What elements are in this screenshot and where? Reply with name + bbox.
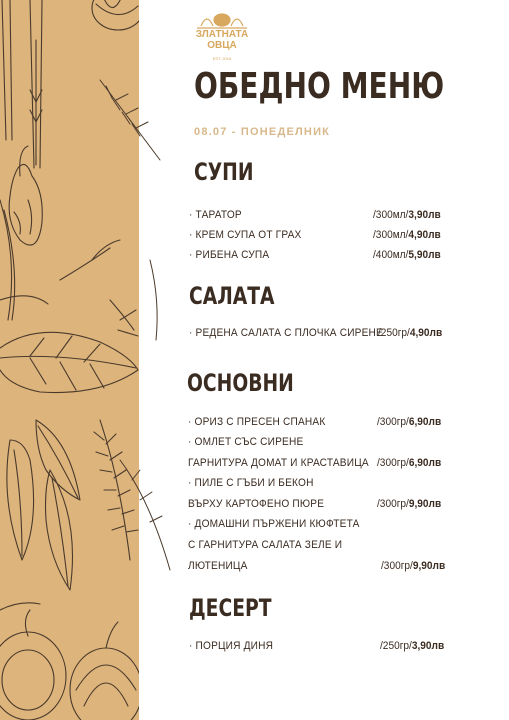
menu-item-price-row [377, 416, 441, 428]
brand-name-line1: ЗЛАТНАТА [195, 29, 249, 40]
menu-item-name: · РЕДЕНА САЛАТА С ПЛОЧКА СИРЕНЕ [189, 327, 383, 339]
herb-sprigs-icon [60, 40, 180, 680]
menu-item-name: · РИБЕНА СУПА [189, 249, 270, 261]
section-title-dessert: ДЕСЕРТ [189, 594, 272, 622]
menu-item-name: · ОРИЗ С ПРЕСЕН СПАНАК [188, 416, 326, 428]
menu-item-portion: /250гр/ [378, 327, 410, 339]
menu-item-portion: /300гр/ [381, 560, 413, 572]
section-title-soups: СУПИ [194, 158, 254, 186]
menu-item-portion: /250гр/ [380, 640, 412, 652]
menu-item-name: · КРЕМ СУПА ОТ ГРАХ [189, 229, 302, 241]
menu-item-price: 3,90лв [411, 640, 445, 652]
menu-item-portion: /300гр/ [377, 416, 409, 428]
menu-item-portion: /300мл/ [373, 229, 409, 241]
section-title-mains: ОСНОВНИ [187, 369, 294, 397]
menu-item-name: · ПОРЦИЯ ДИНЯ [189, 640, 274, 652]
menu-item-name: · ТАРАТОР [189, 209, 242, 221]
sheep-logo-icon [193, 8, 251, 30]
menu-item-portion: /300мл/ [373, 209, 409, 221]
menu-item-name: · ОМЛЕТ СЪС СИРЕНЕ [188, 436, 304, 448]
menu-item-portion: /400мл/ [373, 249, 409, 261]
menu-item-price: 4,90лв [408, 229, 441, 241]
page-title: ОБЕДНО МЕНЮ [194, 66, 445, 107]
brand-name-line2: ОВЦА [207, 40, 237, 51]
menu-item-price-row [377, 457, 441, 469]
brand-logo [193, 8, 251, 60]
menu-item-price: 4,90лв [409, 327, 443, 339]
menu-item-price-row [381, 560, 445, 572]
menu-item-price: 3,90лв [408, 209, 441, 221]
menu-item-price: 9,90лв [408, 498, 442, 510]
menu-item-portion: /300гр/ [377, 498, 409, 510]
menu-item-name-cont: ВЪРХУ КАРТОФЕНО ПЮРЕ [188, 498, 325, 510]
menu-item-price-row [378, 327, 442, 339]
menu-item-name-cont: ЛЮТЕНИЦА [188, 560, 248, 572]
menu-item-price-row [373, 249, 441, 261]
menu-item-portion: /300гр/ [377, 457, 409, 469]
brand-est: EST. 2016 [212, 56, 232, 61]
menu-item-price-row [377, 498, 441, 510]
menu-item-price: 6,90лв [408, 457, 442, 469]
menu-item-name-cont: С ГАРНИТУРА САЛАТА ЗЕЛЕ И [188, 539, 343, 551]
menu-date: 08.07 - ПОНЕДЕЛНИК [194, 126, 331, 138]
menu-item-name: · ПИЛЕ С ГЪБИ И БЕКОН [188, 477, 314, 489]
menu-item-name: · ДОМАШНИ ПЪРЖЕНИ КЮФТЕТА [188, 518, 360, 530]
menu-item-price: 9,90лв [412, 560, 446, 572]
menu-item-price: 5,90лв [408, 249, 441, 261]
menu-item-price-row [380, 640, 444, 652]
menu-item-name-cont: ГАРНИТУРА ДОМАТ И КРАСТАВИЦА [188, 457, 369, 469]
menu-item-price: 6,90лв [408, 416, 442, 428]
menu-item-price-row [373, 209, 441, 221]
menu-item-price-row [373, 229, 441, 241]
section-title-salad: САЛАТА [189, 282, 275, 310]
